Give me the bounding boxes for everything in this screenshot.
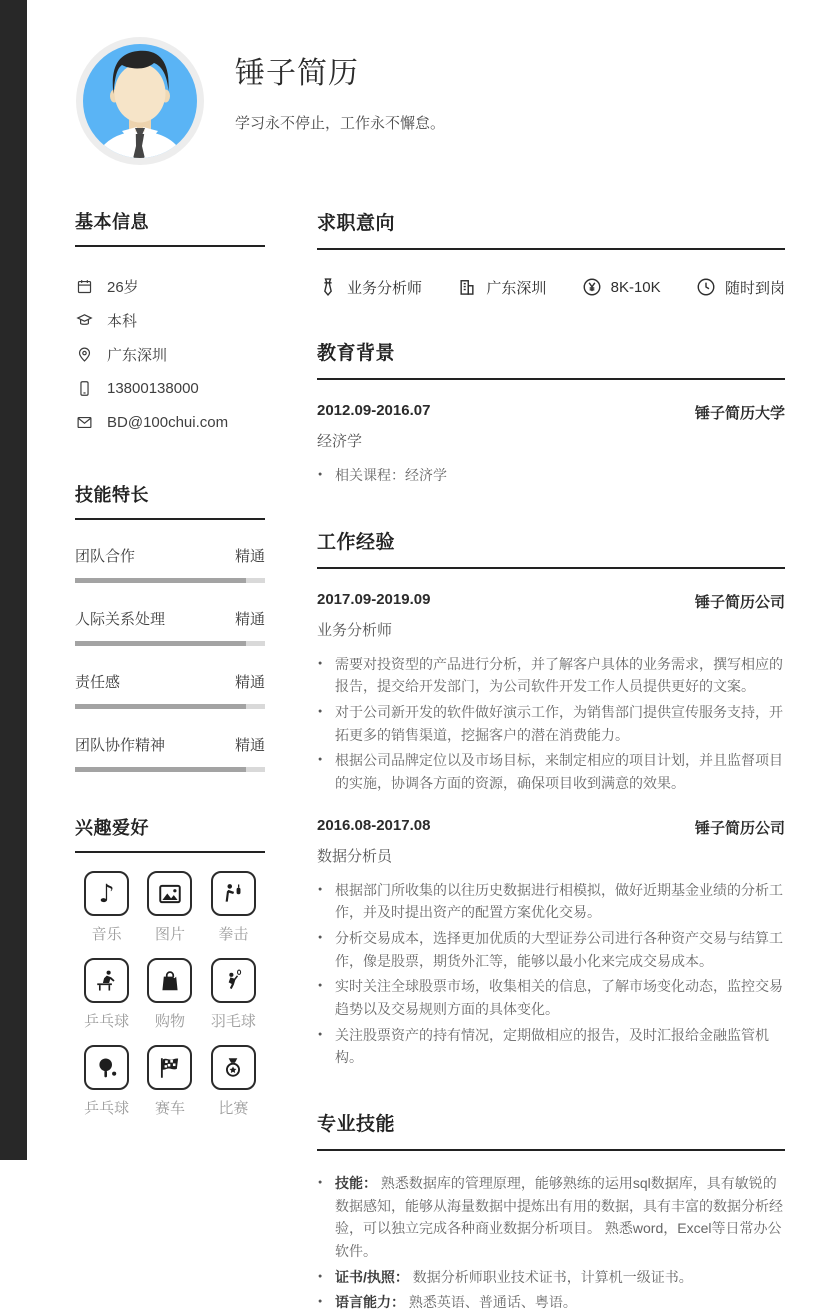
intent-salary	[581, 276, 661, 298]
work-company: 锤子简历公司	[694, 593, 785, 611]
skill-level: 精通	[234, 548, 265, 565]
work-company: 锤子简历公司	[694, 819, 785, 837]
pro-skill-label: 语言能力：	[335, 1294, 405, 1311]
info-row-age	[75, 269, 265, 303]
section-work-experience	[317, 527, 785, 1069]
hobby-label: 音乐	[91, 926, 122, 943]
main-content	[317, 208, 785, 1314]
skill-item	[75, 545, 265, 583]
medal-icon	[211, 1045, 256, 1090]
skill-label: 团队合作	[75, 548, 136, 565]
boxing-icon	[211, 871, 256, 916]
mail-icon	[75, 413, 93, 431]
intent-salary-text: 8K-10K	[610, 278, 661, 296]
pro-skill-item	[317, 1172, 785, 1263]
skill-level: 精通	[234, 611, 265, 628]
education-entry	[317, 402, 785, 487]
job-intent-title: 求职意向	[317, 208, 785, 250]
resume-name: 锤子简历	[235, 57, 359, 90]
info-row-degree	[75, 303, 265, 337]
badminton-icon	[211, 958, 256, 1003]
hobby-label: 赛车	[154, 1100, 185, 1117]
intent-city-text: 广东深圳	[486, 279, 547, 297]
pro-skill-text: 熟悉英语、普通话、粤语。	[408, 1294, 577, 1311]
work-bullet: ● 根据部门所收集的以往历史数据进行相模拟，做好近期基金业绩的分析工作，并及时提出资产的配置方案优化交易。	[317, 879, 785, 924]
skill-item	[75, 608, 265, 646]
pro-skill-item	[317, 1291, 785, 1314]
resume-header	[27, 0, 820, 166]
skill-item	[75, 671, 265, 709]
hobby-label: 乒乓球	[84, 1013, 130, 1030]
basic-info-title: 基本信息	[75, 208, 265, 247]
skills-title: 技能特长	[75, 481, 265, 520]
hobby-item	[75, 1045, 138, 1118]
skill-level: 精通	[234, 737, 265, 754]
info-row-phone	[75, 371, 265, 405]
info-location: 广东深圳	[107, 346, 168, 364]
racing-flag-icon	[147, 1045, 192, 1090]
hobby-item	[202, 958, 265, 1031]
work-period: 2016.08-2017.08	[317, 816, 431, 834]
work-title: 工作经验	[317, 527, 785, 569]
music-icon: ♪	[84, 871, 129, 916]
avatar-illustration	[75, 36, 205, 166]
header-text	[235, 36, 445, 133]
work-period: 2017.09-2019.09	[317, 590, 431, 608]
avatar	[75, 36, 205, 166]
skill-level: 精通	[234, 674, 265, 691]
intent-availability-text: 随时到岗	[724, 279, 785, 297]
skill-item	[75, 734, 265, 772]
pro-skill-text: 熟悉数据库的管理原理，能够熟练的运用sql数据库，具有敏锐的数据感知，能够从海量数据中提炼出有用的数据，具有丰富的数据分析经验，可以独立完成各种商业数据分析项目。 熟悉word，Excel等日常办公软件。	[335, 1175, 783, 1260]
intent-position	[317, 276, 422, 298]
work-bullet: ● 对于公司新开发的软件做好演示工作，为销售部门提供宣传服务支持，开拓更多的销售渠道，挖掘客户的潜在消费能力。	[317, 701, 785, 746]
resume-tagline: 学习永不停止，工作永不懈怠。	[235, 115, 446, 132]
info-row-location	[75, 337, 265, 371]
skill-label: 责任感	[75, 674, 121, 691]
work-bullet: ● 实时关注全球股票市场，收集相关的信息，了解市场变化动态，监控交易趋势以及交易规则方面的具体变化。	[317, 975, 785, 1020]
hobbies-title: 兴趣爱好	[75, 814, 265, 853]
hobby-item	[138, 871, 201, 944]
hobby-label: 图片	[154, 926, 185, 943]
hobby-label: 乒乓球	[84, 1100, 130, 1117]
picture-icon	[147, 871, 192, 916]
section-hobbies	[75, 814, 265, 1118]
graduation-icon	[75, 311, 93, 329]
section-skills	[75, 481, 265, 772]
resume-page	[27, 0, 820, 1311]
info-row-email	[75, 405, 265, 439]
info-phone: 13800138000	[107, 379, 199, 397]
phone-icon	[75, 379, 93, 397]
calendar-icon	[75, 277, 93, 295]
hobby-item	[202, 871, 265, 944]
section-professional-skills	[317, 1109, 785, 1314]
hobby-item	[75, 958, 138, 1031]
info-email: BD@100chui.com	[107, 413, 229, 431]
education-title: 教育背景	[317, 338, 785, 380]
hobby-label: 购物	[154, 1013, 185, 1030]
work-entry	[317, 591, 785, 795]
pro-skills-title: 专业技能	[317, 1109, 785, 1151]
hobby-item	[202, 1045, 265, 1118]
work-role: 数据分析员	[317, 847, 393, 865]
work-role: 业务分析师	[317, 621, 393, 639]
info-degree: 本科	[107, 312, 138, 330]
location-icon	[75, 345, 93, 363]
work-bullet: ● 关注股票资产的持有情况，定期做相应的报告，及时汇报给金融监管机构。	[317, 1024, 785, 1069]
pingpong-paddle-icon	[84, 1045, 129, 1090]
section-basic-info	[75, 208, 265, 439]
work-bullet: ● 根据公司品牌定位以及市场目标，来制定相应的项目计划，并且监督项目的实施，协调各方面的资源，确保项目收到满意的效果。	[317, 749, 785, 794]
clock-icon	[695, 276, 717, 298]
intent-availability	[695, 276, 785, 298]
skill-label: 团队协作精神	[75, 737, 166, 754]
skill-bar	[75, 641, 265, 646]
intent-position-text: 业务分析师	[347, 279, 423, 297]
tie-icon	[317, 276, 339, 298]
hobby-item	[138, 1045, 201, 1118]
salary-icon	[581, 276, 603, 298]
left-accent-strip	[0, 0, 27, 1160]
building-icon	[456, 276, 478, 298]
hobby-item	[138, 958, 201, 1031]
pro-skill-item	[317, 1266, 785, 1289]
pro-skill-label: 证书/执照：	[335, 1268, 409, 1285]
education-major: 经济学	[317, 433, 363, 450]
hobby-item	[75, 871, 138, 944]
section-education	[317, 338, 785, 487]
section-job-intent	[317, 208, 785, 298]
pro-skill-label: 技能：	[335, 1175, 377, 1192]
education-bullet: ● 相关课程：经济学	[317, 464, 785, 487]
skill-bar	[75, 578, 265, 583]
skill-label: 人际关系处理	[75, 611, 166, 628]
table-tennis-player-icon	[84, 958, 129, 1003]
hobby-label: 比赛	[218, 1100, 249, 1117]
work-entry	[317, 817, 785, 1069]
work-bullet: ● 分析交易成本，选择更加优质的大型证券公司进行各种资产交易与结算工作，像是股票，期货外汇等，能够以最小化来完成交易成本。	[317, 927, 785, 972]
intent-city	[456, 276, 546, 298]
skill-bar	[75, 767, 265, 772]
skill-bar	[75, 704, 265, 709]
education-school: 锤子简历大学	[694, 405, 785, 422]
info-age: 26岁	[107, 278, 139, 296]
hobby-label: 羽毛球	[210, 1013, 256, 1030]
education-period: 2012.09-2016.07	[317, 402, 431, 419]
pro-skill-text: 数据分析师职业技术证书，计算机一级证书。	[412, 1268, 693, 1285]
sidebar	[75, 208, 265, 1314]
shopping-bag-icon	[147, 958, 192, 1003]
hobby-label: 拳击	[218, 926, 249, 943]
work-bullet: ● 需要对投资型的产品进行分析，并了解客户具体的业务需求，撰写相应的报告，提交给开发部门，为公司软件开发工作人员提供更好的文案。	[317, 653, 785, 698]
